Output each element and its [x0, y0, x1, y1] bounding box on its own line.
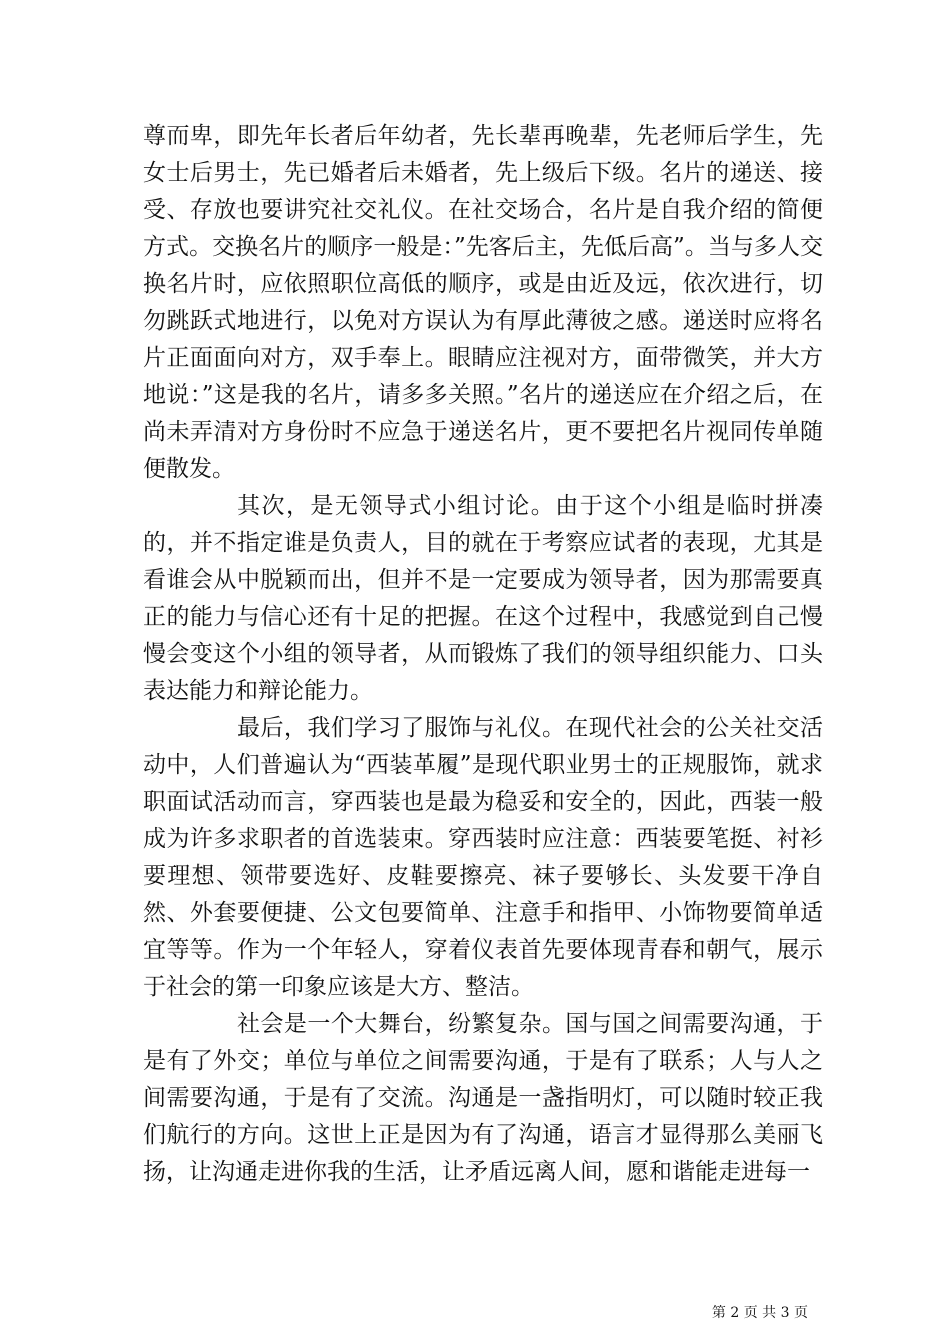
paragraph-communication: 社会是一个大舞台，纷繁复杂。国与国之间需要沟通，于是有了外交；单位与单位之间需要沟通，于是有了联系；人与人之间需要沟通，于是有了交流。沟通是一盏指明灯，可以随时较正我们航行的方向。这世上正是因为有了沟通，语言才显得那么美丽飞扬，让沟通走进你我的生活，让矛盾远离人间，愿和谐能走进每一: [143, 1011, 823, 1185]
paragraph-business-cards: 尊而卑，即先年长者后年幼者，先长辈再晚辈，先老师后学生，先女士后男士，先已婚者后未婚者，先上级后下级。名片的递送、接受、存放也要讲究社交礼仪。在社交场合，名片是自我介绍的简便方式。交换名片的顺序一般是：”先客后主，先低后高”。当与多人交换名片时，应依照职位高低的顺序，或是由近及远，依次进行，切勿跳跃式地进行，以免对方误认为有厚此薄彼之感。递送时应将名片正面面向对方，双手奉上。眼睛应注视对方，面带微笑，并大方地说：”这是我的名片，请多多关照。”名片的递送应在介绍之后，在尚未弄清对方身份时不应急于递送名片，更不要把名片视同传单随便散发。: [143, 123, 823, 482]
paragraph-attire-etiquette: 最后，我们学习了服饰与礼仪。在现代社会的公关社交活动中，人们普遍认为“西装革履”是现代职业男士的正规服饰，就求职面试活动而言，穿西装也是最为稳妥和安全的，因此，西装一般成为许多求职者的首选装束。穿西装时应注意：西装要笔挺、衬衫要理想、领带要选好、皮鞋要擦亮、袜子要够长、头发要干净自然、外套要便捷、公文包要简单、注意手和指甲、小饰物要简单适宜等等。作为一个年轻人，穿着仪表首先要体现青春和朝气，展示于社会的第一印象应该是大方、整洁。: [143, 715, 823, 1000]
paragraph-group-discussion: 其次，是无领导式小组讨论。由于这个小组是临时拼凑的，并不指定谁是负责人，目的就在于考察应试者的表现，尤其是看谁会从中脱颖而出，但并不是一定要成为领导者，因为那需要真正的能力与信心还有十足的把握。在这个过程中，我感觉到自己慢慢会变这个小组的领导者，从而锻炼了我们的领导组织能力、口头表达能力和辩论能力。: [143, 493, 823, 704]
document-body: [143, 118, 823, 1191]
page-number-footer: 第 2 页 共 3 页: [711, 1305, 808, 1321]
